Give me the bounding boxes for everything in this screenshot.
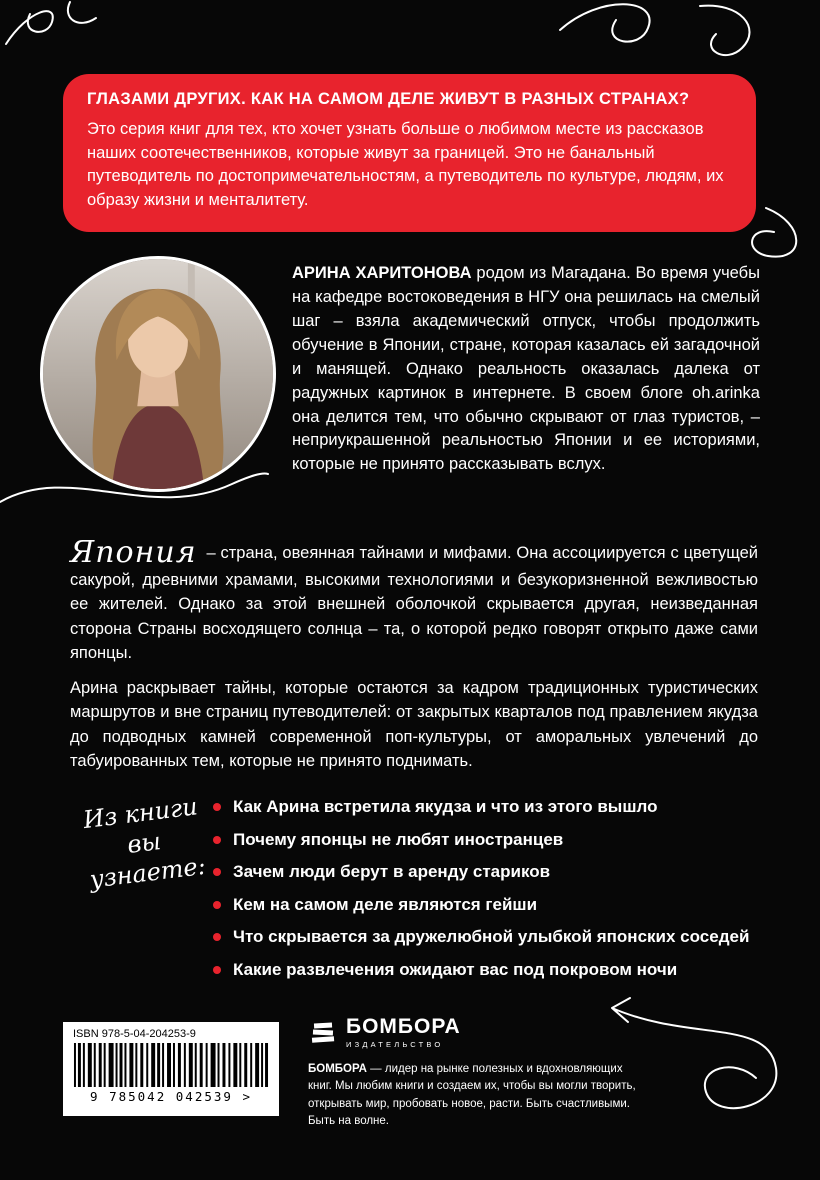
learn-section-heading (69, 790, 219, 896)
barcode-number: 9 785042 042539 > (90, 1089, 252, 1104)
publisher-logo-row (308, 1016, 648, 1049)
publisher-description (308, 1061, 638, 1130)
learn-item-text: Почему японцы не любят иностранцев (233, 829, 564, 849)
series-banner-title: ГЛАЗАМИ ДРУГИХ. КАК НА САМОМ ДЕЛЕ ЖИВУТ В РАЗНЫХ СТРАНАХ? (87, 90, 690, 108)
learn-heading-line1: Из книги (81, 792, 200, 835)
author-photo (40, 256, 276, 492)
about-book-paragraph: Арина раскрывает тайны, которые остаются за кадром традиционных туристических маршрутов и вне страниц путеводителей: от закрытых кварталов под правлением якудза до подводных камней современной поп-культуры, от аморальных увлечений до табуированных тем, которые не принято поднимать. (70, 679, 758, 771)
squiggle-right-edge (752, 208, 796, 257)
publisher-subtitle: ИЗДАТЕЛЬСТВО (346, 1040, 444, 1049)
bombora-books-icon (308, 1018, 338, 1048)
bullet-icon (213, 966, 221, 974)
japan-lead-word: Япония (70, 535, 197, 570)
learn-item-text: Что скрывается за дружелюбной улыбкой японских соседей (233, 927, 750, 946)
learn-list-item (212, 957, 757, 983)
learn-list-item (212, 827, 757, 853)
squiggle-top-left (6, 2, 96, 44)
learn-item-text: Зачем люди берут в аренду стариков (233, 862, 551, 881)
barcode-bars (72, 1043, 270, 1087)
learn-list-item (212, 859, 757, 885)
learn-list-item (212, 924, 757, 950)
publisher-name: БОМБОРА (346, 1015, 461, 1038)
author-bio-text: родом из Магадана. Во время учебы на кафедре востоковедения в НГУ она решилась на смелый шаг – взяла академический отпуск, чтобы продолжить обучение в Японии, стране, которая казалась ей загадочной и манящей. Однако реальность оказалась далека от радужных картинок в интернете. В своем блоге oh.arinka она делится тем, что обычно скрывают от глаз туристов, – неприукрашенной реальностью Японии и ее историями, которые не принято рассказывать вслух. (292, 264, 760, 474)
bullet-icon (213, 868, 221, 876)
learn-item-text: Как Арина встретила якудза и что из этого вышло (233, 797, 658, 816)
author-portrait-illustration (43, 259, 273, 489)
bullet-icon (213, 901, 221, 909)
author-bio (292, 262, 760, 477)
learn-heading-line2: вы узнаете: (88, 827, 208, 894)
barcode (63, 1022, 279, 1116)
learn-list-item (212, 794, 757, 820)
series-banner (63, 74, 756, 232)
about-japan-paragraph (70, 535, 758, 666)
author-name: АРИНА ХАРИТОНОВА (292, 264, 472, 282)
bullet-icon (213, 933, 221, 941)
publisher-description-bold: БОМБОРА (308, 1063, 367, 1075)
publisher-description-text: — лидер на рынке полезных и вдохновляющих книг. Мы любим книги и создаем их, чтобы вы могли творить, открывать мир, пробовать новое, расти. Быть счастливыми. Быть на волне. (308, 1063, 636, 1127)
learn-item-text: Какие развлечения ожидают вас под покровом ночи (233, 959, 678, 979)
publisher-name-block (346, 1016, 461, 1049)
learn-list (212, 794, 757, 989)
squiggle-top-right (560, 4, 750, 55)
series-banner-description: Это серия книг для тех, кто хочет узнать больше о любимом месте из рассказов наших соотечественников, которые живут за границей. Это не банальный путеводитель по достопримечательностям, а путеводитель по культуре, людям, их образу жизни и менталитету. (87, 120, 724, 209)
learn-list-item (212, 892, 757, 918)
about-japan-text: – страна, овеянная тайнами и мифами. Она ассоциируется с цветущей сакурой, древними храмами, высокими технологиями и безукоризненной вежливостью ее жителей. Однако за этой внешней оболочкой скрывается другая, неизведанная сторона Страны восходящего солнца – та, о которой редко говорят открыто даже сами японцы. (70, 544, 758, 663)
bullet-icon (213, 836, 221, 844)
isbn-text: ISBN 978-5-04-204253-9 (73, 1028, 196, 1040)
learn-item-text: Кем на самом деле являются гейши (233, 894, 538, 914)
publisher-block (308, 1016, 648, 1130)
bullet-icon (213, 803, 221, 811)
